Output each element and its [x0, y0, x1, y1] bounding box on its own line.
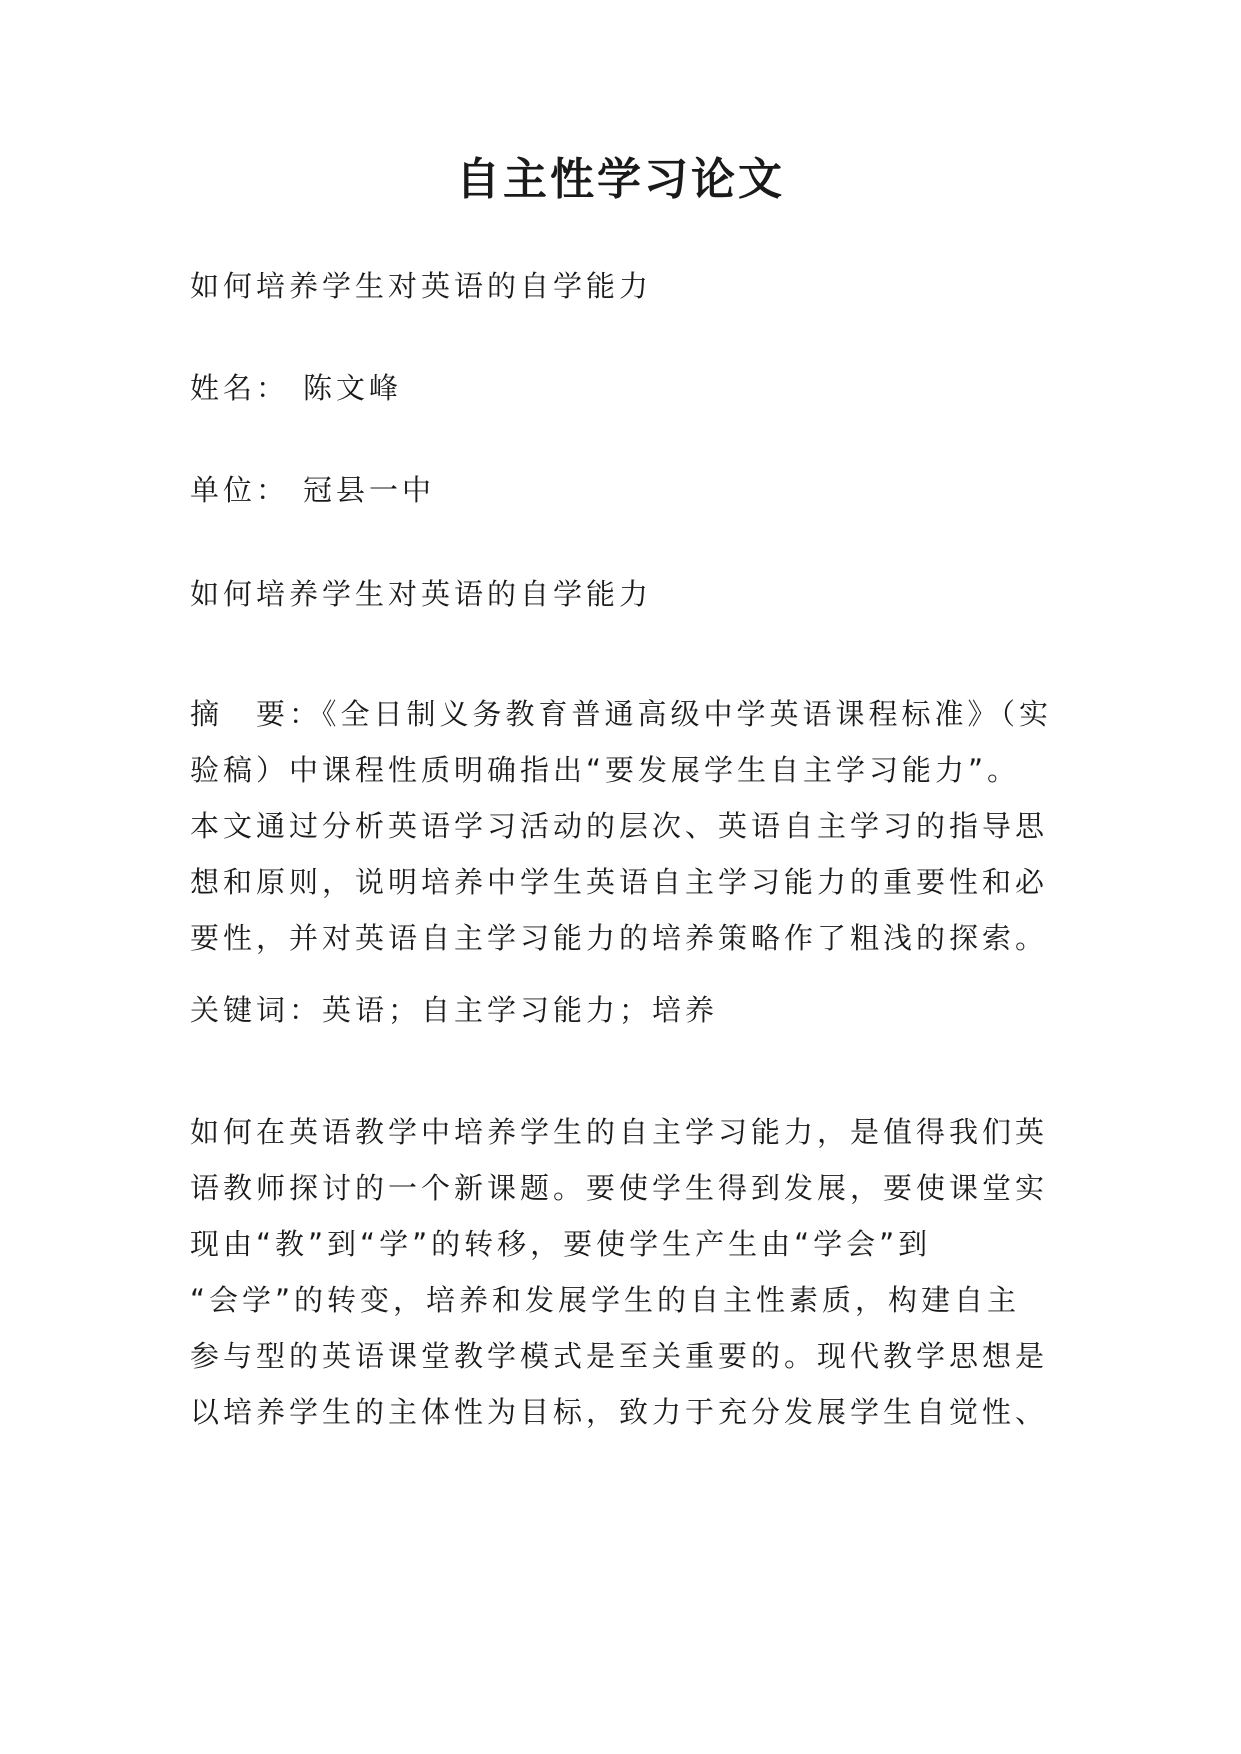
abstract-line: 验稿）中课程性质明确指出“要发展学生自主学习能力”。: [190, 753, 1021, 787]
abstract-line: 想和原则，说明培养中学生英语自主学习能力的重要性和必: [190, 865, 1049, 899]
subtitle: 如何培养学生对英语的自学能力: [190, 269, 653, 303]
unit-line: [190, 470, 435, 510]
section-heading: 如何培养学生对英语的自学能力: [190, 577, 653, 611]
keywords-line: 关键词：英语；自主学习能力；培养: [190, 993, 719, 1027]
body-line: 参与型的英语课堂教学模式是至关重要的。现代教学思想是: [190, 1339, 1049, 1373]
body-line: 现由“教”到“学”的转移，要使学生产生由“学会”到: [190, 1227, 932, 1261]
author-name: 陈文峰: [303, 371, 403, 405]
body-line: “会学”的转变，培养和发展学生的自主性素质，构建自主: [190, 1283, 1021, 1317]
abstract-line: 摘 要：《全日制义务教育普通高级中学英语课程标准》（实: [190, 697, 1053, 731]
author-label: 姓名：: [190, 371, 290, 405]
body-paragraph: [190, 1104, 1070, 1440]
unit-label: 单位：: [190, 473, 290, 507]
author-line: [190, 368, 402, 408]
document-title: 自主性学习论文: [456, 154, 785, 205]
body-line: 以培养学生的主体性为目标，致力于充分发展学生自觉性、: [190, 1395, 1049, 1429]
unit-name: 冠县一中: [303, 473, 436, 507]
body-line: 如何在英语教学中培养学生的自主学习能力，是值得我们英: [190, 1115, 1049, 1149]
abstract-line: 要性，并对英语自主学习能力的培养策略作了粗浅的探索。: [190, 921, 1049, 955]
abstract-paragraph: [190, 686, 1070, 966]
abstract-line: 本文通过分析英语学习活动的层次、英语自主学习的指导思: [190, 809, 1049, 843]
body-line: 语教师探讨的一个新课题。要使学生得到发展，要使课堂实: [190, 1171, 1049, 1205]
